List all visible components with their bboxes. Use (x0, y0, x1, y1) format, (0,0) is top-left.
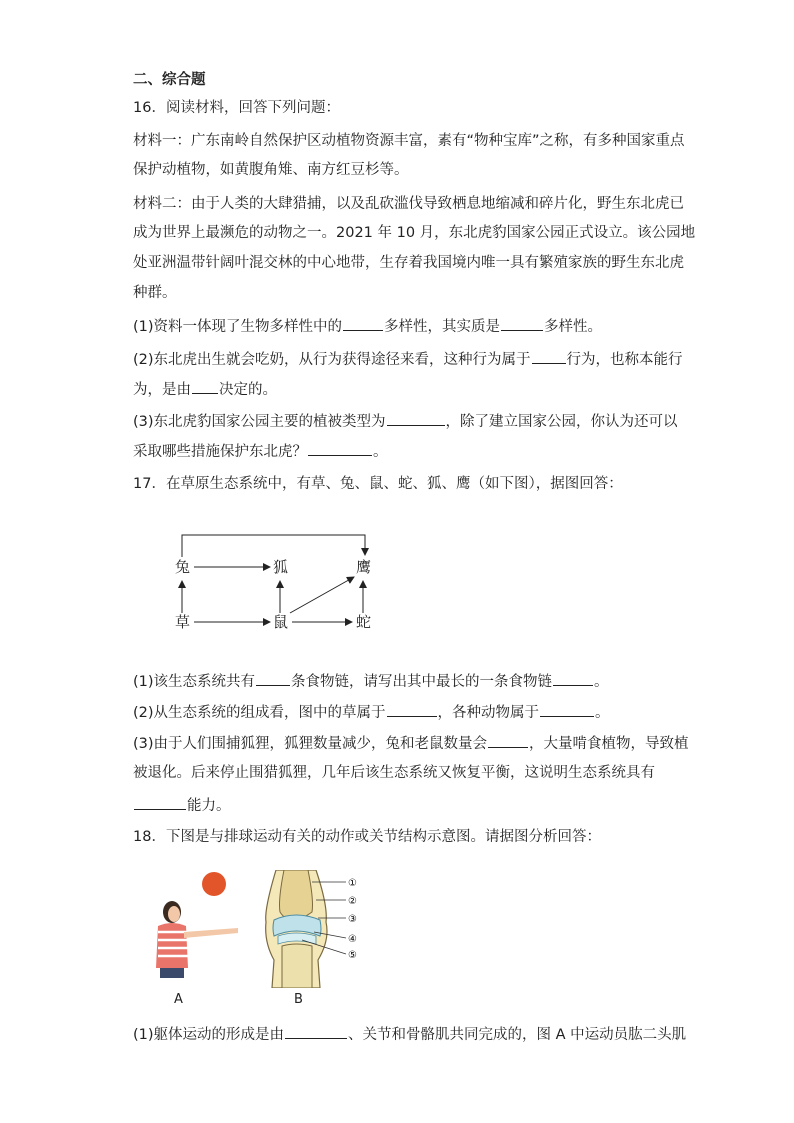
q16-part3-text-a: (3)东北虎豹国家公园主要的植被类型为 (133, 414, 386, 430)
marker-1: ① (348, 878, 357, 889)
q16-part3-text-d: 。 (373, 444, 388, 460)
q18-part1-text-b: 、关节和骨骼肌共同完成的，图 A 中运动员肱二头肌 (348, 1027, 687, 1043)
q16-material1-line2: 保护动植物，如黄腹角雉、南方红豆杉等。 (133, 162, 409, 178)
answer-blank[interactable] (387, 411, 445, 426)
q16-material1-line1: 材料一：广东南岭自然保护区动植物资源丰富，素有“物种宝库”之称，有多种国家重点 (133, 133, 685, 149)
q17-part3-cont: 被退化。后来停止围猎狐狸，几年后该生态系统又恢复平衡，这说明生态系统具有 (133, 765, 655, 781)
q17-part3-text-a: (3)由于人们围捕狐狸，狐狸数量减少，兔和老鼠数量会 (133, 736, 488, 752)
q16-material2-line4: 种群。 (133, 285, 177, 301)
q16-part2-text-a: (2)东北虎出生就会吃奶，从行为获得途径来看，这种行为属于 (133, 352, 531, 368)
q17-part3-text-b: ，大量啃食植物，导致植 (529, 736, 689, 752)
q16-stem: 16．阅读材料，回答下列问题： (133, 100, 340, 116)
q18-stem: 18．下图是与排球运动有关的动作或关节结构示意图。请据图分析回答： (133, 829, 601, 845)
figure-a-label: A (174, 992, 183, 1007)
q16-part2-cont (133, 379, 277, 400)
q17-part3-cont2 (133, 795, 231, 816)
answer-blank[interactable] (256, 671, 290, 686)
figure-b-label: B (294, 992, 303, 1007)
volleyball-player-image (148, 870, 248, 980)
q16-part1-text-c: 多样性。 (544, 319, 603, 335)
q16-part2-text-b: 行为，也称本能行 (566, 352, 683, 368)
node-rabbit: 兔 (175, 558, 191, 576)
section-title: 二、综合题 (133, 72, 206, 88)
q18-part1-text-a: (1)躯体运动的形成是由 (133, 1027, 285, 1043)
q16-material2-line1: 材料二：由于人类的大肆猎捕，以及乱砍滥伐导致栖息地缩减和碎片化，野生东北虎已 (133, 196, 684, 212)
answer-blank[interactable] (387, 702, 437, 717)
volleyball-ball (202, 872, 226, 896)
q17-part1 (133, 671, 609, 692)
q16-material2-line3: 处亚洲温带针阔叶混交林的中心地带，生存着我国境内唯一具有繁殖家族的野生东北虎 (133, 255, 684, 271)
q16-part1-text-a: (1)资料一体现了生物多样性中的 (133, 319, 343, 335)
q16-part3-cont (133, 441, 388, 462)
q16-part2 (133, 349, 683, 370)
answer-blank[interactable] (553, 671, 593, 686)
answer-blank[interactable] (285, 1024, 347, 1039)
q17-part2-text-c: 。 (595, 705, 610, 721)
answer-blank[interactable] (192, 379, 218, 394)
answer-blank[interactable] (134, 795, 186, 810)
marker-2: ② (348, 896, 357, 907)
q17-part2-text-b: ，各种动物属于 (437, 705, 540, 721)
node-snake: 蛇 (356, 613, 372, 631)
answer-blank[interactable] (308, 441, 372, 456)
answer-blank[interactable] (532, 349, 566, 364)
arrow-mouse-eagle (290, 577, 354, 613)
q17-part2-text-a: (2)从生态系统的组成看，图中的草属于 (133, 705, 386, 721)
q17-part1-text-a: (1)该生态系统共有 (133, 674, 256, 690)
q18-part1 (133, 1024, 686, 1045)
q16-part2-text-d: 决定的。 (219, 382, 277, 398)
q17-stem: 17．在草原生态系统中，有草、兔、鼠、蛇、狐、鹰（如下图），据图回答： (133, 476, 623, 492)
q17-part3-text-d: 能力。 (187, 798, 231, 814)
answer-blank[interactable] (540, 702, 594, 717)
answer-blank[interactable] (343, 316, 383, 331)
marker-4: ④ (348, 934, 357, 945)
q16-part3-text-c: 采取哪些措施保护东北虎？ (133, 444, 307, 460)
node-fox: 狐 (273, 558, 289, 576)
q17-part1-text-b: 条食物链，请写出其中最长的一条食物链 (291, 674, 553, 690)
node-eagle: 鹰 (356, 558, 372, 576)
answer-blank[interactable] (501, 316, 543, 331)
q16-material2-line2: 成为世界上最濒危的动物之一。2021 年 10 月，东北虎豹国家公园正式设立。该公园地 (133, 225, 696, 241)
q17-part2 (133, 702, 610, 723)
arrow-rabbit-eagle (182, 535, 365, 557)
node-grass: 草 (175, 613, 191, 631)
q16-part1 (133, 316, 602, 337)
food-web-diagram (160, 525, 390, 640)
q16-part1-text-b: 多样性，其实质是 (384, 319, 501, 335)
q17-part1-text-c: 。 (594, 674, 609, 690)
marker-3: ③ (348, 914, 357, 925)
marker-5: ⑤ (348, 950, 357, 961)
q18-figures (140, 870, 380, 1020)
node-mouse: 鼠 (273, 613, 289, 631)
answer-blank[interactable] (488, 733, 528, 748)
q16-part3 (133, 411, 678, 432)
q16-part2-text-c: 为，是由 (133, 382, 191, 398)
knee-joint-image (250, 870, 390, 988)
q16-part3-text-b: ，除了建立国家公园，你认为还可以 (445, 414, 678, 430)
q17-part3 (133, 733, 689, 754)
